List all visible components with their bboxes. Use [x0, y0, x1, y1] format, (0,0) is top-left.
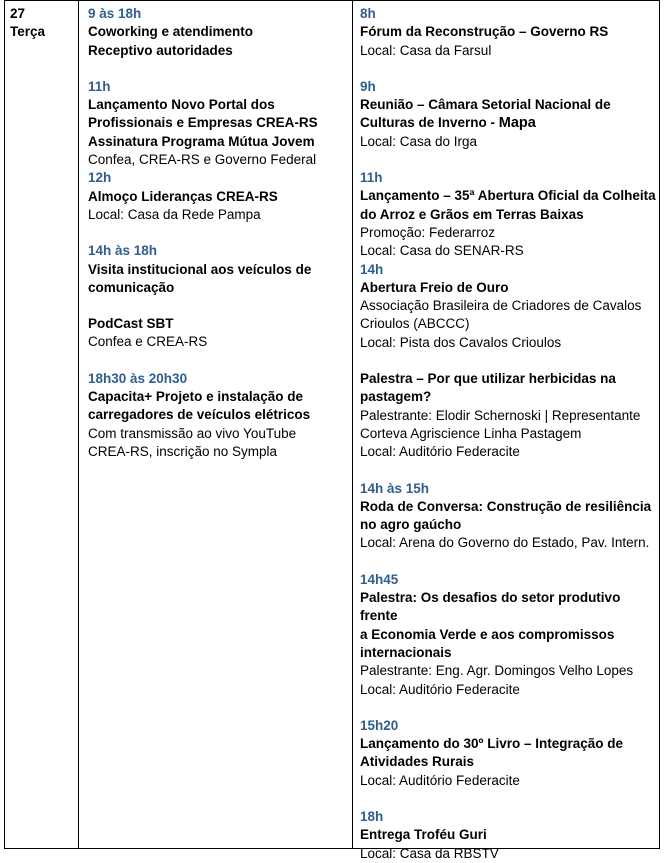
event-time: 15h20: [360, 717, 399, 733]
event-entry: [360, 78, 659, 151]
event-title-line: Roda de Conversa: Construção de resiliência: [360, 498, 652, 514]
event-detail-line: Palestrante: Elodir Schernoski | Representante: [360, 407, 641, 423]
event-title-line: Visita institucional aos veículos de: [88, 261, 312, 277]
event-detail-line: Local: Casa da RBSTV: [360, 845, 499, 861]
event-detail-line: Crioulos (ABCCC): [360, 316, 470, 332]
event-title-line: Lançamento Novo Portal dos: [88, 97, 275, 113]
event-detail-line: Local: Casa do SENAR-RS: [360, 243, 524, 259]
event-entry: [360, 370, 659, 461]
event-detail-line: Local: Auditório Federacite: [360, 681, 520, 697]
event-title-line: Receptivo autoridades: [88, 42, 233, 58]
event-time: 18h30 às 20h30: [88, 370, 188, 386]
event-detail-line: Palestrante: Eng. Agr. Domingos Velho Lopes: [360, 663, 634, 679]
event-detail-line: Confea e CREA-RS: [88, 334, 208, 350]
event-title-suffix: Mapa: [498, 115, 536, 132]
event-title-line: do Arroz e Grãos em Terras Baixas: [360, 206, 584, 222]
event-title-line: Fórum da Reconstrução – Governo RS: [360, 24, 609, 40]
event-title-line: a Economia Verde e aos compromissos: [360, 626, 615, 642]
event-title-line: comunicação: [88, 279, 175, 295]
event-title-line: Coworking e atendimento: [88, 24, 254, 40]
schedule-table: [4, 0, 660, 861]
event-time: 14h: [360, 261, 384, 277]
event-detail-line: Local: Arena do Governo do Estado, Pav. Intern.: [360, 535, 650, 551]
event-entry: [88, 5, 352, 60]
event-title-line: Profissionais e Empresas CREA-RS: [88, 115, 318, 131]
day-number: 27: [10, 6, 26, 21]
event-detail-line: Local: Casa do Irga: [360, 133, 478, 149]
event-entry: [360, 261, 659, 352]
day-weekday: Terça: [10, 24, 46, 39]
event-title-line: Capacita+ Projeto e instalação de: [88, 389, 303, 405]
event-title-line: Palestra: Os desafios do setor produtivo frente: [360, 590, 621, 624]
event-detail-line: Corteva Agriscience Linha Pastagem: [360, 425, 582, 441]
event-title-line: Assinatura Programa Mútua Jovem: [88, 133, 315, 149]
event-time: 14h às 18h: [88, 243, 158, 259]
event-title-line: Palestra – Por que utilizar herbicidas na: [360, 371, 616, 387]
event-entry: [360, 717, 659, 790]
event-time: 8h: [360, 6, 376, 21]
event-detail-line: Local: Auditório Federacite: [360, 444, 520, 460]
event-entry: [360, 480, 659, 553]
event-time: 9h: [360, 78, 376, 94]
event-title-line: Lançamento – 35ª Abertura Oficial da Colheita: [360, 188, 656, 204]
event-detail-line: Local: Casa da Rede Pampa: [88, 206, 261, 222]
event-detail-line: Associação Brasileira de Criadores de Cavalos: [360, 298, 642, 314]
event-entry: [88, 242, 352, 297]
event-title-line: pastagem?: [360, 389, 432, 405]
event-title-line: carregadores de veículos elétricos: [88, 407, 311, 423]
event-title-line: no agro gaúcho: [360, 517, 462, 533]
event-entry: [360, 808, 659, 863]
event-entry: [360, 5, 659, 60]
event-time: 18h: [360, 808, 384, 824]
event-title-line: Almoço Lideranças CREA-RS: [88, 188, 278, 204]
event-title-line: Reunião – Câmara Setorial Nacional de: [360, 97, 611, 113]
event-detail-line: CREA-RS, inscrição no Sympla: [88, 443, 278, 459]
day-column: [5, 1, 79, 848]
event-detail-line: Local: Casa da Farsul: [360, 42, 492, 58]
event-title-line: Culturas de Inverno - Mapa: [360, 115, 536, 132]
event-detail-line: Promoção: Federarroz: [360, 224, 496, 240]
event-time: 14h às 15h: [360, 480, 430, 496]
event-title-line: Abertura Freio de Ouro: [360, 279, 509, 295]
event-time: 12h: [88, 170, 112, 186]
event-entry: [360, 169, 659, 260]
event-time: 9 às 18h: [88, 6, 142, 21]
event-entry: [88, 169, 352, 224]
event-entry: [88, 315, 352, 352]
event-title-line: Entrega Troféu Guri: [360, 827, 487, 843]
event-detail-line: Com transmissão ao vivo YouTube: [88, 425, 297, 441]
event-detail-line: Local: Pista dos Cavalos Crioulos: [360, 334, 562, 350]
event-detail-line: Local: Auditório Federacite: [360, 772, 520, 788]
event-title-line: PodCast SBT: [88, 316, 174, 332]
event-time: 14h45: [360, 571, 399, 587]
right-events-column: [353, 1, 659, 861]
middle-events-column: [79, 1, 353, 848]
event-detail-line: Confea, CREA-RS e Governo Federal: [88, 152, 317, 168]
event-entry: [360, 571, 659, 699]
event-entry: [88, 370, 352, 461]
event-time: 11h: [360, 170, 383, 186]
event-time: 11h: [88, 78, 111, 94]
event-entry: [88, 78, 352, 169]
event-title-line: Lançamento do 30º Livro – Integração de: [360, 736, 623, 752]
event-title-line: Atividades Rurais: [360, 754, 475, 770]
event-title-line: internacionais: [360, 644, 452, 660]
